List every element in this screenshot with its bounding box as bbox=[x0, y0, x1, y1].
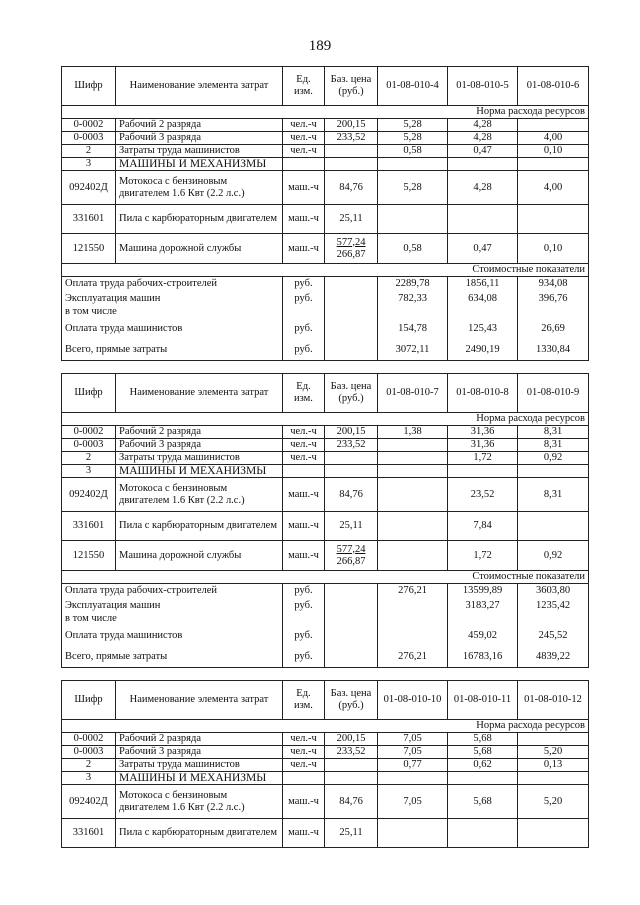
norm-value bbox=[378, 541, 448, 571]
summary-value: 4839,22 bbox=[518, 647, 589, 668]
resource-name: Мотокоса с бензиновым двигателем 1.6 Квт (2.2 л.с.) bbox=[116, 478, 283, 512]
resource-price: 233,52 bbox=[325, 746, 378, 759]
norm-value bbox=[448, 772, 518, 785]
resource-code: 092402Д bbox=[62, 785, 116, 819]
resource-row bbox=[62, 119, 589, 132]
header-row bbox=[62, 681, 589, 720]
norm-value bbox=[378, 772, 448, 785]
summary-value: 2490,19 bbox=[448, 340, 518, 361]
resource-code: 092402Д bbox=[62, 171, 116, 205]
norm-value: 8,31 bbox=[518, 439, 589, 452]
resource-code: 3 bbox=[62, 465, 116, 478]
resource-price bbox=[325, 158, 378, 171]
norm-value: 0,62 bbox=[448, 759, 518, 772]
norm-value: 8,31 bbox=[518, 478, 589, 512]
norm-value bbox=[518, 119, 589, 132]
cost-band-label: Стоимостные показатели bbox=[62, 571, 589, 584]
norm-value: 31,36 bbox=[448, 439, 518, 452]
resource-code: 331601 bbox=[62, 819, 116, 848]
resource-unit: чел.-ч bbox=[283, 452, 325, 465]
resource-price: 200,15 bbox=[325, 119, 378, 132]
resource-row bbox=[62, 733, 589, 746]
summary-value: 3603,80 bbox=[518, 584, 589, 599]
norm-value bbox=[518, 733, 589, 746]
summary-name: Всего, прямые затраты bbox=[62, 340, 283, 361]
summary-value bbox=[448, 306, 518, 319]
resource-row bbox=[62, 512, 589, 541]
resource-row bbox=[62, 772, 589, 785]
col-header-code-1: 01-08-010-10 bbox=[378, 681, 448, 720]
resource-row bbox=[62, 746, 589, 759]
resource-row bbox=[62, 426, 589, 439]
cost-band-label: Стоимостные показатели bbox=[62, 264, 589, 277]
summary-unit: руб. bbox=[283, 647, 325, 668]
summary-value: 3183,27 bbox=[448, 599, 518, 613]
resource-code: 2 bbox=[62, 452, 116, 465]
norm-value: 4,28 bbox=[448, 119, 518, 132]
summary-name: Всего, прямые затраты bbox=[62, 647, 283, 668]
summary-value: 396,76 bbox=[518, 292, 589, 306]
col-header-price: Баз. цена (руб.) bbox=[325, 681, 378, 720]
resource-name: Пила с карбюраторным двигателем bbox=[116, 819, 283, 848]
summary-price-empty bbox=[325, 292, 378, 306]
summary-value bbox=[378, 626, 448, 647]
col-header-code: Шифр bbox=[62, 374, 116, 413]
resource-row bbox=[62, 145, 589, 158]
resource-code: 331601 bbox=[62, 205, 116, 234]
resource-name: Машина дорожной службы bbox=[116, 541, 283, 571]
resource-row bbox=[62, 465, 589, 478]
summary-row bbox=[62, 584, 589, 599]
resource-unit: чел.-ч bbox=[283, 145, 325, 158]
price-secondary: 266,87 bbox=[336, 555, 366, 567]
norm-value bbox=[378, 158, 448, 171]
summary-row bbox=[62, 319, 589, 340]
resource-name: МАШИНЫ И МЕХАНИЗМЫ bbox=[116, 772, 283, 785]
resource-row bbox=[62, 785, 589, 819]
summary-name: в том числе bbox=[62, 613, 283, 626]
norm-value bbox=[518, 819, 589, 848]
resource-row bbox=[62, 759, 589, 772]
summary-value: 125,43 bbox=[448, 319, 518, 340]
resource-name: МАШИНЫ И МЕХАНИЗМЫ bbox=[116, 158, 283, 171]
norm-value bbox=[448, 819, 518, 848]
resource-price bbox=[325, 541, 378, 571]
norm-value: 0,47 bbox=[448, 145, 518, 158]
resource-code: 0-0003 bbox=[62, 132, 116, 145]
resource-name: Мотокоса с бензиновым двигателем 1.6 Квт (2.2 л.с.) bbox=[116, 785, 283, 819]
norm-value bbox=[448, 158, 518, 171]
norm-value: 5,28 bbox=[378, 119, 448, 132]
summary-name: Оплата труда рабочих-строителей bbox=[62, 584, 283, 599]
summary-unit: руб. bbox=[283, 319, 325, 340]
resource-name: Пила с карбюраторным двигателем bbox=[116, 205, 283, 234]
norm-value: 4,28 bbox=[448, 171, 518, 205]
resource-code: 121550 bbox=[62, 234, 116, 264]
norm-value: 0,47 bbox=[448, 234, 518, 264]
col-header-code: Шифр bbox=[62, 681, 116, 720]
col-header-code: Шифр bbox=[62, 67, 116, 106]
price-primary: 577,24 bbox=[336, 236, 366, 248]
norm-value: 4,00 bbox=[518, 132, 589, 145]
norm-value: 5,28 bbox=[378, 171, 448, 205]
summary-value: 276,21 bbox=[378, 584, 448, 599]
norm-value: 7,05 bbox=[378, 785, 448, 819]
resource-unit: чел.-ч bbox=[283, 759, 325, 772]
col-header-price: Баз. цена (руб.) bbox=[325, 67, 378, 106]
norm-value: 0,77 bbox=[378, 759, 448, 772]
summary-value: 1235,42 bbox=[518, 599, 589, 613]
resource-price bbox=[325, 234, 378, 264]
norm-value bbox=[378, 205, 448, 234]
norm-value bbox=[518, 465, 589, 478]
norm-value bbox=[518, 205, 589, 234]
norm-band-label: Норма расхода ресурсов bbox=[62, 413, 589, 426]
col-header-name: Наименование элемента затрат bbox=[116, 67, 283, 106]
summary-value: 154,78 bbox=[378, 319, 448, 340]
resource-unit: маш.-ч bbox=[283, 234, 325, 264]
col-header-code-2: 01-08-010-8 bbox=[448, 374, 518, 413]
norm-value: 0,92 bbox=[518, 452, 589, 465]
norm-value: 0,13 bbox=[518, 759, 589, 772]
summary-unit bbox=[283, 613, 325, 626]
norm-value bbox=[378, 819, 448, 848]
norm-value: 5,68 bbox=[448, 733, 518, 746]
resource-price: 84,76 bbox=[325, 171, 378, 205]
resource-row bbox=[62, 439, 589, 452]
resource-row bbox=[62, 478, 589, 512]
resource-code: 0-0003 bbox=[62, 439, 116, 452]
resource-price: 233,52 bbox=[325, 132, 378, 145]
summary-name: Эксплуатация машин bbox=[62, 292, 283, 306]
summary-value: 1856,11 bbox=[448, 277, 518, 292]
summary-row bbox=[62, 340, 589, 361]
col-header-name: Наименование элемента затрат bbox=[116, 681, 283, 720]
col-header-code-2: 01-08-010-5 bbox=[448, 67, 518, 106]
resource-name: Затраты труда машинистов bbox=[116, 759, 283, 772]
norm-value: 7,05 bbox=[378, 733, 448, 746]
col-header-unit: Ед. изм. bbox=[283, 681, 325, 720]
resource-code: 0-0002 bbox=[62, 119, 116, 132]
summary-unit bbox=[283, 306, 325, 319]
norm-band-row bbox=[62, 106, 589, 119]
resource-price: 200,15 bbox=[325, 426, 378, 439]
norm-value: 7,84 bbox=[448, 512, 518, 541]
summary-unit: руб. bbox=[283, 292, 325, 306]
resource-price bbox=[325, 145, 378, 158]
summary-value bbox=[448, 613, 518, 626]
summary-price-empty bbox=[325, 277, 378, 292]
resource-code: 0-0002 bbox=[62, 733, 116, 746]
norm-band-row bbox=[62, 720, 589, 733]
norm-value: 23,52 bbox=[448, 478, 518, 512]
summary-value: 1330,84 bbox=[518, 340, 589, 361]
resource-name: Затраты труда машинистов bbox=[116, 452, 283, 465]
norm-value bbox=[518, 512, 589, 541]
norm-value bbox=[378, 439, 448, 452]
norm-value: 0,58 bbox=[378, 234, 448, 264]
resource-unit: чел.-ч bbox=[283, 439, 325, 452]
summary-row bbox=[62, 647, 589, 668]
norm-value bbox=[518, 158, 589, 171]
resource-unit bbox=[283, 158, 325, 171]
summary-unit: руб. bbox=[283, 277, 325, 292]
cost-band-row bbox=[62, 571, 589, 584]
norm-value: 8,31 bbox=[518, 426, 589, 439]
resource-unit: маш.-ч bbox=[283, 785, 325, 819]
col-header-code-3: 01-08-010-9 bbox=[518, 374, 589, 413]
resource-unit: чел.-ч bbox=[283, 132, 325, 145]
norm-value bbox=[448, 465, 518, 478]
col-header-code-2: 01-08-010-11 bbox=[448, 681, 518, 720]
resource-code: 0-0003 bbox=[62, 746, 116, 759]
resource-name: Пила с карбюраторным двигателем bbox=[116, 512, 283, 541]
resource-row bbox=[62, 819, 589, 848]
resource-name: МАШИНЫ И МЕХАНИЗМЫ bbox=[116, 465, 283, 478]
norm-value: 5,20 bbox=[518, 746, 589, 759]
norm-value bbox=[518, 772, 589, 785]
summary-value: 26,69 bbox=[518, 319, 589, 340]
summary-value bbox=[518, 613, 589, 626]
resource-code: 0-0002 bbox=[62, 426, 116, 439]
resource-row bbox=[62, 158, 589, 171]
price-primary: 577,24 bbox=[336, 543, 366, 555]
summary-row bbox=[62, 626, 589, 647]
norm-value: 1,72 bbox=[448, 541, 518, 571]
resource-code: 092402Д bbox=[62, 478, 116, 512]
summary-value bbox=[378, 306, 448, 319]
summary-row bbox=[62, 599, 589, 613]
norm-value: 1,38 bbox=[378, 426, 448, 439]
resource-price: 233,52 bbox=[325, 439, 378, 452]
col-header-code-1: 01-08-010-4 bbox=[378, 67, 448, 106]
summary-value: 3072,11 bbox=[378, 340, 448, 361]
resource-row bbox=[62, 171, 589, 205]
summary-price-empty bbox=[325, 306, 378, 319]
header-row bbox=[62, 67, 589, 106]
summary-name: Оплата труда машинистов bbox=[62, 626, 283, 647]
resource-unit bbox=[283, 772, 325, 785]
resource-price: 25,11 bbox=[325, 819, 378, 848]
norm-value: 0,10 bbox=[518, 145, 589, 158]
resource-unit: маш.-ч bbox=[283, 541, 325, 571]
price-secondary: 266,87 bbox=[336, 248, 366, 260]
resource-name: Рабочий 3 разряда bbox=[116, 439, 283, 452]
resource-code: 2 bbox=[62, 759, 116, 772]
resource-row bbox=[62, 132, 589, 145]
norm-value: 4,00 bbox=[518, 171, 589, 205]
resource-price bbox=[325, 772, 378, 785]
col-header-code-1: 01-08-010-7 bbox=[378, 374, 448, 413]
resource-price: 84,76 bbox=[325, 478, 378, 512]
norm-value bbox=[378, 452, 448, 465]
norm-value: 0,58 bbox=[378, 145, 448, 158]
resource-name: Рабочий 3 разряда bbox=[116, 746, 283, 759]
summary-price-empty bbox=[325, 584, 378, 599]
resource-price: 25,11 bbox=[325, 512, 378, 541]
summary-unit: руб. bbox=[283, 626, 325, 647]
summary-value: 276,21 bbox=[378, 647, 448, 668]
summary-name: Эксплуатация машин bbox=[62, 599, 283, 613]
resource-price: 84,76 bbox=[325, 785, 378, 819]
col-header-code-3: 01-08-010-6 bbox=[518, 67, 589, 106]
summary-price-empty bbox=[325, 599, 378, 613]
resource-price bbox=[325, 759, 378, 772]
summary-name: в том числе bbox=[62, 306, 283, 319]
summary-value bbox=[378, 599, 448, 613]
summary-value: 16783,16 bbox=[448, 647, 518, 668]
col-header-price: Баз. цена (руб.) bbox=[325, 374, 378, 413]
cost-table-3 bbox=[61, 680, 589, 848]
cost-band-row bbox=[62, 264, 589, 277]
summary-price-empty bbox=[325, 613, 378, 626]
summary-unit: руб. bbox=[283, 340, 325, 361]
summary-row bbox=[62, 306, 589, 319]
norm-value bbox=[378, 512, 448, 541]
norm-value: 31,36 bbox=[448, 426, 518, 439]
resource-row bbox=[62, 205, 589, 234]
summary-value bbox=[378, 613, 448, 626]
summary-unit: руб. bbox=[283, 599, 325, 613]
summary-unit: руб. bbox=[283, 584, 325, 599]
norm-band-label: Норма расхода ресурсов bbox=[62, 720, 589, 733]
resource-price: 200,15 bbox=[325, 733, 378, 746]
resource-name: Рабочий 2 разряда bbox=[116, 426, 283, 439]
summary-value: 459,02 bbox=[448, 626, 518, 647]
summary-value: 245,52 bbox=[518, 626, 589, 647]
summary-price-empty bbox=[325, 647, 378, 668]
header-row bbox=[62, 374, 589, 413]
resource-name: Рабочий 2 разряда bbox=[116, 119, 283, 132]
resource-price bbox=[325, 452, 378, 465]
norm-value bbox=[448, 205, 518, 234]
norm-value: 5,20 bbox=[518, 785, 589, 819]
summary-value: 2289,78 bbox=[378, 277, 448, 292]
summary-price-empty bbox=[325, 626, 378, 647]
summary-row bbox=[62, 277, 589, 292]
resource-code: 121550 bbox=[62, 541, 116, 571]
resource-unit: маш.-ч bbox=[283, 205, 325, 234]
col-header-name: Наименование элемента затрат bbox=[116, 374, 283, 413]
col-header-unit: Ед. изм. bbox=[283, 67, 325, 106]
resource-name: Рабочий 2 разряда bbox=[116, 733, 283, 746]
summary-price-empty bbox=[325, 319, 378, 340]
col-header-unit: Ед. изм. bbox=[283, 374, 325, 413]
col-header-code-3: 01-08-010-12 bbox=[518, 681, 589, 720]
resource-code: 3 bbox=[62, 772, 116, 785]
cost-table-1 bbox=[61, 66, 589, 361]
resource-unit: маш.-ч bbox=[283, 819, 325, 848]
summary-value: 13599,89 bbox=[448, 584, 518, 599]
resource-unit bbox=[283, 465, 325, 478]
summary-value: 934,08 bbox=[518, 277, 589, 292]
resource-unit: маш.-ч bbox=[283, 171, 325, 205]
resource-name: Затраты труда машинистов bbox=[116, 145, 283, 158]
resource-unit: чел.-ч bbox=[283, 119, 325, 132]
norm-value: 7,05 bbox=[378, 746, 448, 759]
resource-unit: чел.-ч bbox=[283, 733, 325, 746]
norm-band-row bbox=[62, 413, 589, 426]
norm-value: 5,68 bbox=[448, 785, 518, 819]
norm-value: 5,68 bbox=[448, 746, 518, 759]
summary-value: 782,33 bbox=[378, 292, 448, 306]
resource-unit: маш.-ч bbox=[283, 478, 325, 512]
summary-name: Оплата труда машинистов bbox=[62, 319, 283, 340]
summary-value: 634,08 bbox=[448, 292, 518, 306]
resource-price bbox=[325, 465, 378, 478]
summary-name: Оплата труда рабочих-строителей bbox=[62, 277, 283, 292]
summary-price-empty bbox=[325, 340, 378, 361]
norm-value bbox=[378, 478, 448, 512]
resource-unit: маш.-ч bbox=[283, 512, 325, 541]
summary-row bbox=[62, 613, 589, 626]
page-number: 189 bbox=[308, 38, 332, 54]
norm-value: 1,72 bbox=[448, 452, 518, 465]
summary-value bbox=[518, 306, 589, 319]
norm-value: 5,28 bbox=[378, 132, 448, 145]
resource-name: Машина дорожной службы bbox=[116, 234, 283, 264]
resource-name: Мотокоса с бензиновым двигателем 1.6 Квт (2.2 л.с.) bbox=[116, 171, 283, 205]
resource-code: 2 bbox=[62, 145, 116, 158]
resource-row bbox=[62, 234, 589, 264]
resource-unit: чел.-ч bbox=[283, 746, 325, 759]
resource-price: 25,11 bbox=[325, 205, 378, 234]
resource-name: Рабочий 3 разряда bbox=[116, 132, 283, 145]
resource-row bbox=[62, 541, 589, 571]
summary-row bbox=[62, 292, 589, 306]
resource-unit: чел.-ч bbox=[283, 426, 325, 439]
resource-code: 331601 bbox=[62, 512, 116, 541]
norm-value: 0,92 bbox=[518, 541, 589, 571]
norm-value: 4,28 bbox=[448, 132, 518, 145]
norm-band-label: Норма расхода ресурсов bbox=[62, 106, 589, 119]
cost-table-2 bbox=[61, 373, 589, 668]
resource-code: 3 bbox=[62, 158, 116, 171]
resource-row bbox=[62, 452, 589, 465]
norm-value: 0,10 bbox=[518, 234, 589, 264]
norm-value bbox=[378, 465, 448, 478]
